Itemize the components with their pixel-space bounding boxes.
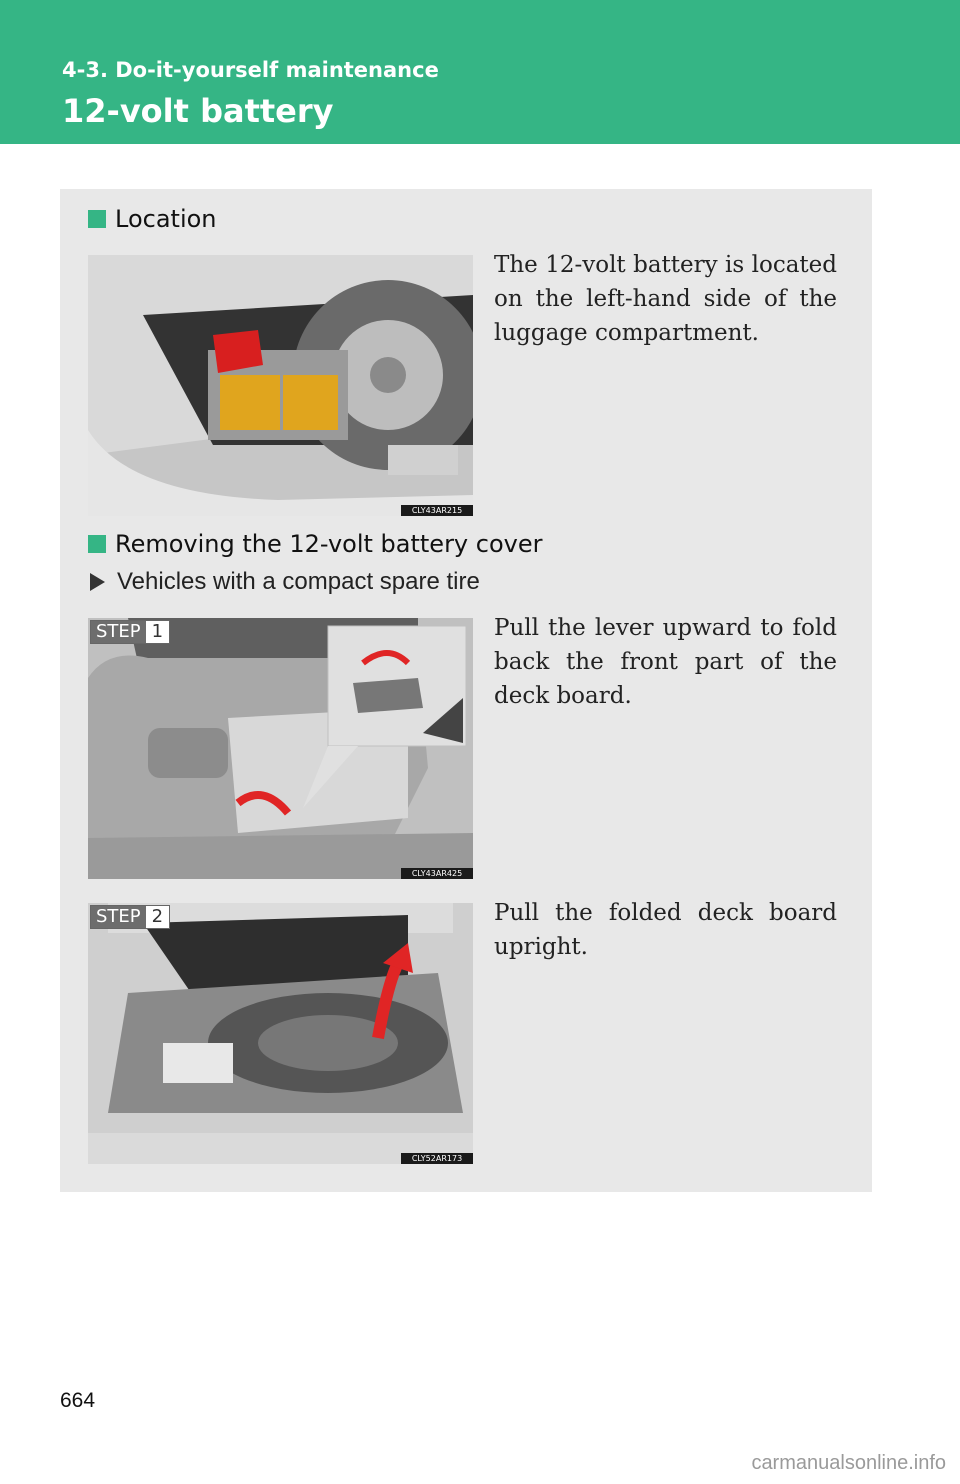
removing-heading-text: Removing the 12-volt battery cover xyxy=(115,530,543,558)
header-bar xyxy=(0,0,960,144)
section-label: 4-3. Do-it-yourself maintenance xyxy=(62,58,439,82)
battery-location-illustration xyxy=(88,255,473,516)
step2-text: Pull the folded deck board upright. xyxy=(494,900,837,960)
vehicle-condition-text: Vehicles with a compact spare tire xyxy=(117,568,480,595)
page-title: 12-volt battery xyxy=(62,92,334,130)
step-number: 2 xyxy=(151,906,164,927)
image-code: CLY43AR215 xyxy=(401,505,473,516)
image-code: CLY52AR173 xyxy=(401,1153,473,1164)
square-bullet-icon xyxy=(88,210,106,228)
step-number: 1 xyxy=(151,621,164,642)
location-heading-text: Location xyxy=(115,205,217,233)
vehicle-condition xyxy=(90,568,480,596)
triangle-bullet-icon xyxy=(90,573,105,591)
location-text: The 12-volt battery is located on the left-hand side of the luggage compartment. xyxy=(494,252,837,346)
deck-board-image xyxy=(88,903,473,1164)
step1-text: Pull the lever upward to fold back the front part of the deck board. xyxy=(494,615,837,709)
step-label: STEP xyxy=(91,621,146,643)
step1-illustration xyxy=(88,618,473,879)
step-label: STEP xyxy=(91,906,146,928)
removing-heading xyxy=(88,530,542,558)
square-bullet-icon xyxy=(88,535,106,553)
location-heading xyxy=(88,205,217,233)
vehicle-rear-image xyxy=(88,618,473,879)
image-code: CLY43AR425 xyxy=(401,868,473,879)
watermark: carmanualsonline.info xyxy=(751,1452,946,1474)
luggage-battery-image xyxy=(88,255,473,516)
page-number: 664 xyxy=(60,1389,96,1412)
step1-badge xyxy=(90,620,170,644)
step2-badge xyxy=(90,905,170,929)
step2-illustration xyxy=(88,903,473,1164)
